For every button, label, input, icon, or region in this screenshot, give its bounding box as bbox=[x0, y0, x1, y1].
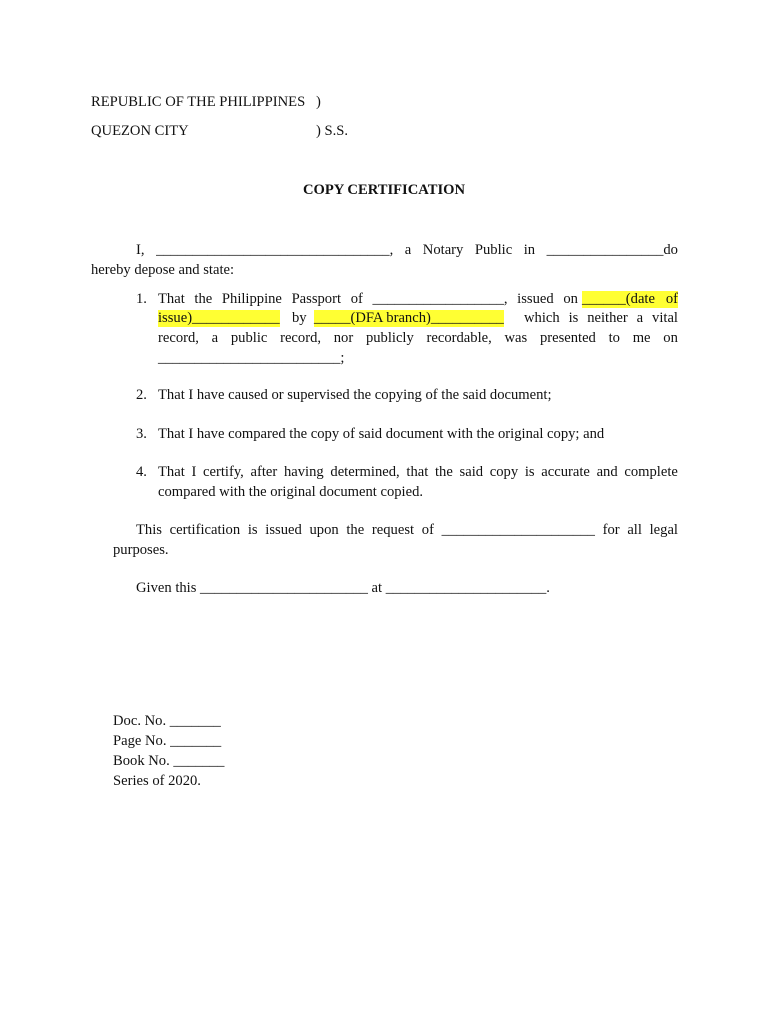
word: Public bbox=[474, 242, 513, 258]
word: that bbox=[406, 464, 429, 480]
word: a bbox=[211, 330, 219, 346]
word: a bbox=[404, 242, 412, 258]
word: issued bbox=[265, 522, 302, 538]
item-4-line-2: compared with the original document copied. bbox=[158, 484, 424, 500]
word: __________________, bbox=[372, 291, 508, 307]
word: record, bbox=[158, 330, 199, 346]
venue-ss: ) S.S. bbox=[316, 123, 349, 139]
word: Philippine bbox=[221, 291, 282, 307]
page-title: COPY CERTIFICATION bbox=[302, 182, 466, 198]
word: on bbox=[563, 291, 578, 307]
word: is bbox=[524, 464, 535, 480]
word: the bbox=[194, 291, 213, 307]
word: which bbox=[524, 310, 560, 326]
word: accurate bbox=[541, 464, 590, 480]
word: public bbox=[230, 330, 268, 346]
word: certification bbox=[169, 522, 241, 538]
item-2-text: That I have caused or supervised the copying of the said document; bbox=[158, 387, 552, 403]
word: Notary bbox=[422, 242, 464, 258]
word: is bbox=[568, 310, 579, 326]
series: Series of 2020. bbox=[113, 773, 201, 789]
word: issued bbox=[517, 291, 554, 307]
item-3-number: 3. bbox=[136, 426, 147, 442]
word: on bbox=[663, 330, 678, 346]
word: publicly bbox=[365, 330, 414, 346]
word: me bbox=[632, 330, 651, 346]
word: presented bbox=[539, 330, 596, 346]
intro-line-2: hereby depose and state: bbox=[91, 262, 235, 278]
word: in bbox=[523, 242, 536, 258]
word: the bbox=[434, 464, 453, 480]
date-of-issue-highlight: ______(date of bbox=[582, 291, 678, 307]
word: was bbox=[504, 330, 528, 346]
word: and bbox=[596, 464, 618, 480]
word: vital bbox=[652, 310, 678, 326]
issue-highlight: issue)____________ bbox=[158, 310, 280, 326]
word: is bbox=[247, 522, 258, 538]
item-1-line-1 bbox=[158, 291, 578, 308]
word: nor bbox=[333, 330, 354, 346]
word: a bbox=[636, 310, 644, 326]
item-1-number: 1. bbox=[136, 291, 147, 307]
word: This bbox=[136, 522, 162, 538]
word: of bbox=[421, 522, 434, 538]
item-3-text: That I have compared the copy of said document with the original copy; and bbox=[158, 426, 605, 442]
word: for bbox=[602, 522, 620, 538]
word: _____________________ bbox=[441, 522, 595, 538]
request-line-2: purposes. bbox=[113, 542, 169, 558]
item-4-number: 4. bbox=[136, 464, 147, 480]
word: I, bbox=[136, 242, 145, 258]
word: having bbox=[283, 464, 324, 480]
item-1-by: by bbox=[292, 310, 307, 326]
word: after bbox=[250, 464, 278, 480]
word: of bbox=[350, 291, 363, 307]
word: neither bbox=[587, 310, 628, 326]
word: certify, bbox=[203, 464, 244, 480]
item-1-line-3 bbox=[158, 330, 678, 347]
venue-country: REPUBLIC OF THE PHILIPPINES bbox=[91, 94, 306, 110]
word: complete bbox=[624, 464, 678, 480]
word: said bbox=[459, 464, 484, 480]
word: legal bbox=[649, 522, 678, 538]
doc-no: Doc. No. _______ bbox=[113, 713, 221, 729]
intro-line-1 bbox=[136, 242, 678, 259]
venue-city: QUEZON CITY bbox=[91, 123, 189, 139]
word: determined, bbox=[330, 464, 400, 480]
word: record, bbox=[280, 330, 322, 346]
page-no: Page No. _______ bbox=[113, 733, 222, 749]
word: request bbox=[371, 522, 415, 538]
book-no: Book No. _______ bbox=[113, 753, 225, 769]
item-1-line-2-tail bbox=[524, 310, 678, 327]
word: ________________________________, bbox=[156, 242, 394, 258]
word: recordable, bbox=[426, 330, 492, 346]
dfa-branch-highlight: _____(DFA branch)__________ bbox=[314, 310, 504, 326]
given-line: Given this _______________________ at ______________________. bbox=[136, 580, 550, 596]
word: upon bbox=[309, 522, 339, 538]
item-1-line-4: _________________________; bbox=[158, 350, 345, 366]
word: the bbox=[346, 522, 365, 538]
word: That bbox=[158, 291, 185, 307]
item-2-number: 2. bbox=[136, 387, 147, 403]
word: Passport bbox=[291, 291, 342, 307]
item-4-line-1 bbox=[158, 464, 678, 481]
venue-paren: ) bbox=[316, 94, 321, 110]
request-line-1 bbox=[136, 522, 678, 539]
word: copy bbox=[489, 464, 519, 480]
word: to bbox=[608, 330, 620, 346]
word: That bbox=[158, 464, 185, 480]
word: ________________do bbox=[546, 242, 678, 258]
word: I bbox=[191, 464, 197, 480]
word: all bbox=[627, 522, 642, 538]
